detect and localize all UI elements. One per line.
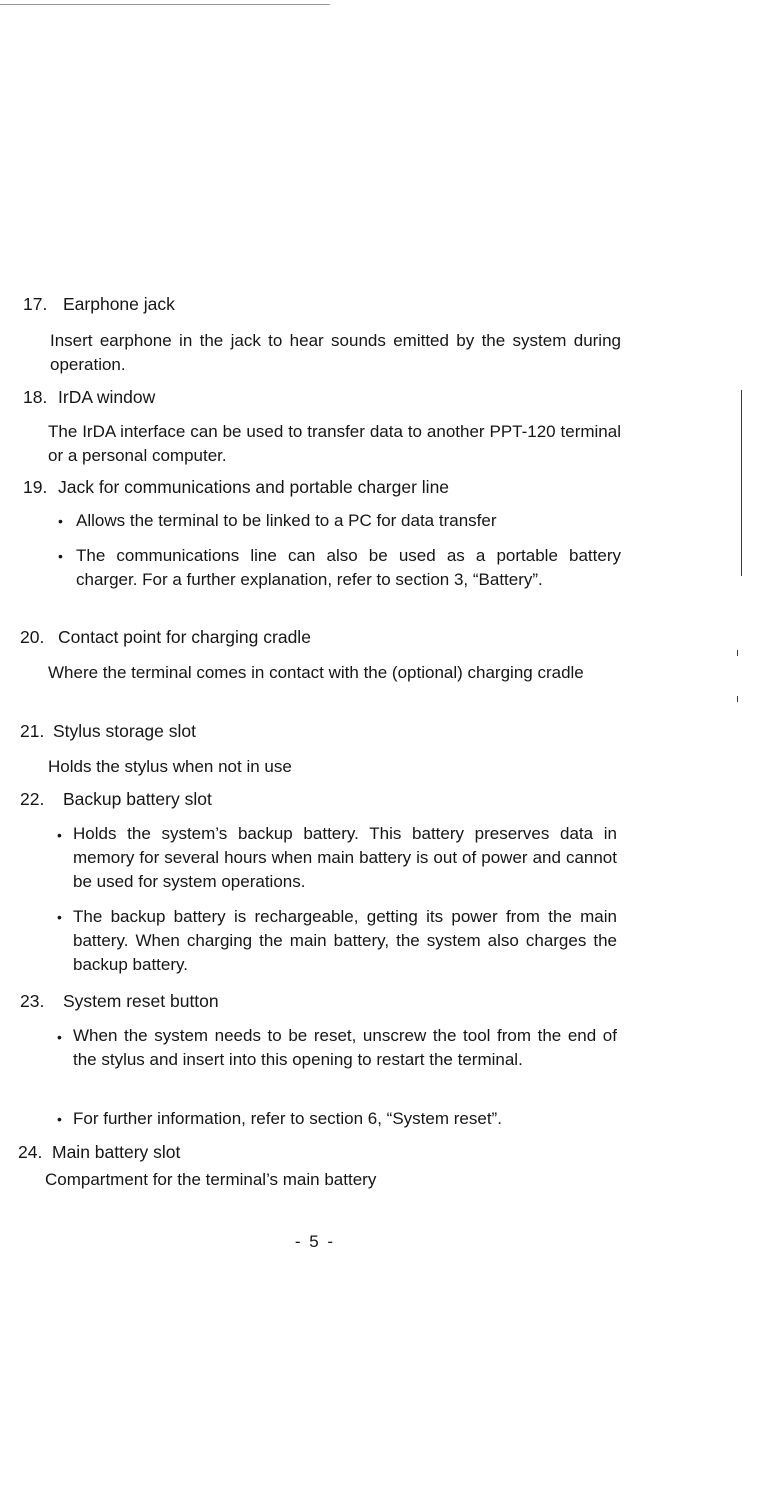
item-number: 24. — [18, 1142, 43, 1162]
page-number: - 5 - — [294, 1232, 336, 1251]
item-number: 18. — [23, 387, 48, 407]
item-20-body: Where the terminal comes in contact with the (optional) charging cradle — [48, 663, 584, 682]
item-19-bullet-2: The communications line can also be used as a portable battery charger. For a further explanation, refer to section 3, “Battery”. — [76, 546, 621, 589]
item-17-heading — [23, 294, 175, 315]
item-18-heading — [23, 387, 155, 408]
item-title: Earphone jack — [63, 294, 175, 314]
item-24-body: Compartment for the terminal’s main battery — [45, 1170, 377, 1189]
item-title: Backup battery slot — [63, 789, 212, 809]
item-19-heading — [23, 477, 449, 498]
item-23-heading — [20, 991, 219, 1012]
item-number: 19. — [23, 477, 48, 497]
item-22-bullet-2: The backup battery is rechargeable, getting its power from the main battery. When charging the main battery, the system also charges the backup battery. — [73, 907, 617, 974]
item-title: System reset button — [63, 991, 219, 1011]
scan-margin-mark — [741, 390, 742, 576]
item-title: Contact point for charging cradle — [58, 627, 311, 647]
bullet-icon: • — [57, 909, 62, 925]
item-number: 23. — [20, 991, 45, 1011]
item-title: Main battery slot — [52, 1142, 181, 1162]
item-title: Jack for communications and portable charger line — [58, 477, 450, 497]
item-21-body: Holds the stylus when not in use — [48, 757, 292, 776]
item-number: 17. — [23, 294, 48, 314]
bullet-icon: • — [57, 1029, 62, 1045]
item-number: 20. — [20, 627, 45, 647]
item-number: 22. — [20, 789, 45, 809]
scan-margin-tick — [737, 650, 738, 656]
item-22-heading — [20, 789, 212, 810]
scan-margin-tick — [737, 696, 738, 702]
item-23-bullet-2: For further information, refer to section 6, “System reset”. — [73, 1109, 502, 1128]
bullet-icon: • — [58, 548, 63, 564]
scan-top-rule — [0, 4, 330, 5]
item-20-heading — [20, 627, 311, 648]
item-24-heading — [18, 1142, 180, 1163]
bullet-icon: • — [58, 513, 63, 529]
bullet-icon: • — [57, 827, 62, 843]
item-17-body: Insert earphone in the jack to hear sounds emitted by the system during operation. — [50, 331, 621, 374]
bullet-icon: • — [57, 1111, 62, 1127]
item-number: 21. — [20, 721, 45, 741]
item-23-bullet-1: When the system needs to be reset, unscrew the tool from the end of the stylus and insert into this opening to restart the terminal. — [73, 1026, 617, 1069]
item-19-bullet-1: Allows the terminal to be linked to a PC for data transfer — [76, 511, 497, 530]
item-title: Stylus storage slot — [53, 721, 196, 741]
item-22-bullet-1: Holds the system’s backup battery. This battery preserves data in memory for several hours when main battery is out of power and cannot be used for system operations. — [73, 824, 617, 891]
item-21-heading — [20, 721, 196, 742]
item-title: IrDA window — [58, 387, 156, 407]
item-18-body: The IrDA interface can be used to transfer data to another PPT-120 terminal or a personal computer. — [48, 422, 621, 465]
